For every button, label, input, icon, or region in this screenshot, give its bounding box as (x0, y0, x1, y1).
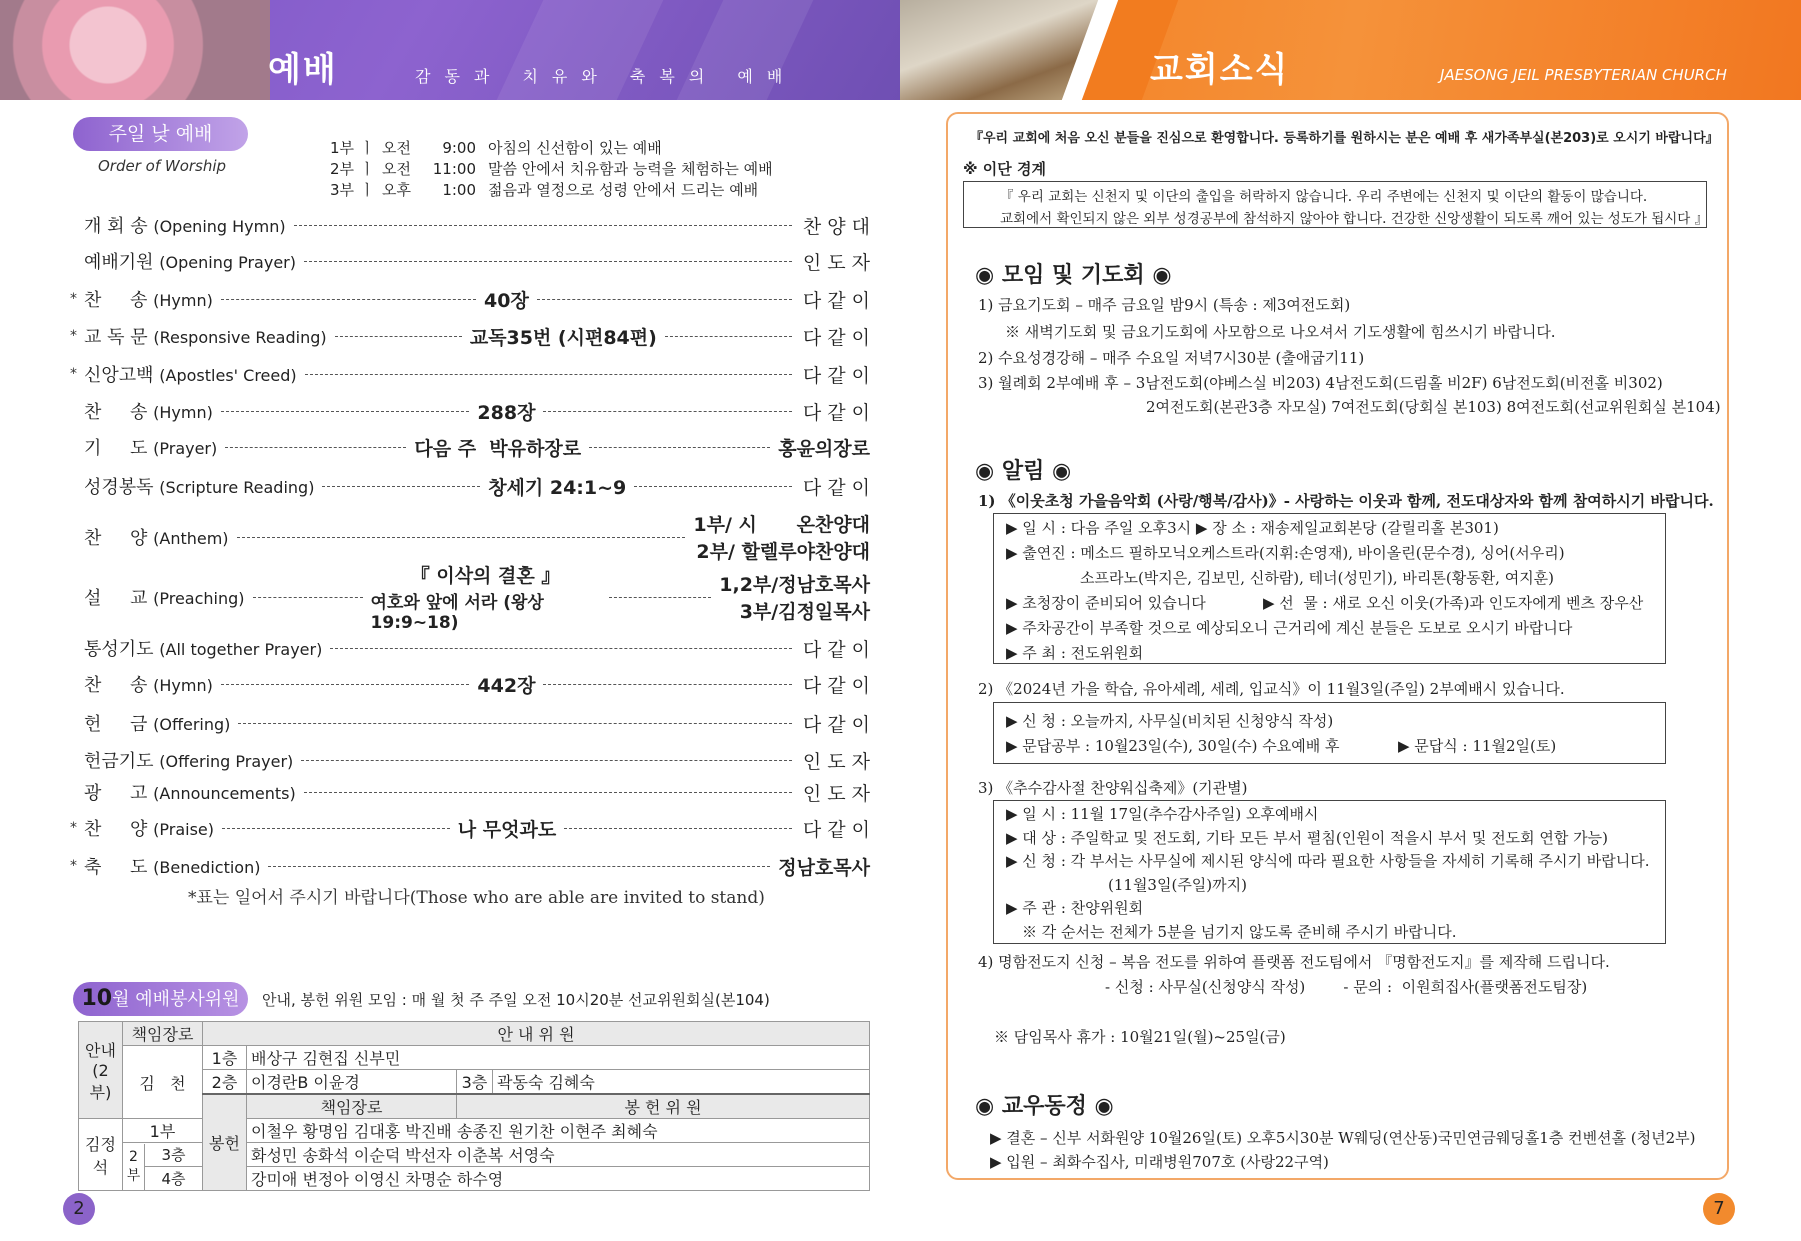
order-row-b-1: 통성기도 (All together Prayer) 다 같 이 (84, 638, 870, 661)
notice-2-line-1: ▶ 신 청 : 오늘까지, 사무실(비치된 신청양식 작성) (1006, 712, 1334, 730)
order-row-2: 예배기원 (Opening Prayer) 인 도 자 (84, 251, 870, 274)
guide-names-3: 곽동숙 김혜숙 (493, 1070, 870, 1095)
meeting-item-1: 1) 금요기도회 – 매주 금요일 밤9시 (특송 : 제3여전도회) (978, 296, 1351, 314)
order-row-b-7: * 축 도 (Benediction) 정남호목사 (70, 856, 870, 879)
notice-2-box (993, 702, 1666, 764)
notice-3-line-2: ▶ 대 상 : 주일학교 및 전도회, 기타 모든 부서 펼침(인원이 적을시 부서 및 전도회 연합 가능) (1006, 828, 1609, 847)
order-row-b-3: 헌 금 (Offering) 다 같 이 (84, 713, 870, 736)
guide-names-2: 이경란B 이윤경 (247, 1070, 457, 1095)
notice-1-line-5: ▶ 주차공간이 부족할 것으로 예상되오니 근거리에 계신 분들은 도보로 오시기 바랍니다 (1006, 619, 1573, 637)
notice-3-line-5: ▶ 주 관 : 찬양위원회 (1006, 899, 1144, 917)
notice-1-head: 1) 《이웃초청 가을음악회 (사랑/행복/감사)》- 사랑하는 이웃과 함께, 전도대상자와 함께 참여하시기 바랍니다. (978, 492, 1714, 510)
preacher-2: 3부/김정일목사 (739, 601, 870, 623)
sermon-scripture: 여호와 앞에 서라 (왕상19:9~18) (370, 593, 544, 633)
pastor-leave: ※ 담임목사 휴가 : 10월21일(월)~25일(금) (994, 1028, 1286, 1046)
heresy-box (963, 181, 1707, 228)
notice-3-line-4: (11월3일(주일)까지) (1108, 875, 1247, 894)
church-name-en: JAESONG JEIL PRESBYTERIAN CHURCH (1440, 66, 1727, 84)
notice-2-head: 2) 《2024년 가을 학습, 유아세례, 세례, 입교식》이 11월3일(주일) 2부예배시 있습니다. (978, 680, 1565, 698)
guide-floor-3: 3층 (457, 1070, 493, 1095)
page-number-right: 7 (1703, 1193, 1735, 1225)
preacher-1: 1,2부/정남호목사 (719, 574, 870, 596)
order-row-b-6: * 찬 양 (Praise) 나 무엇과도 다 같 이 (70, 818, 870, 841)
header-right (900, 0, 1801, 100)
order-row-6: 찬 송 (Hymn) 288장 다 같 이 (84, 401, 871, 424)
stand-note: *표는 일어서 주시기 바랍니다(Those who are able are invited to stand) (188, 888, 765, 908)
page-number-left: 2 (63, 1193, 95, 1225)
volunteer-pill: 10월 예배봉사위원 (73, 982, 248, 1016)
order-row-5: * 신앙고백 (Apostles' Creed) 다 같 이 (70, 364, 870, 387)
header-title-news: 교회소식 (1150, 50, 1290, 90)
guide-floor-1: 1층 (203, 1046, 247, 1070)
notice-3-line-6: ※ 각 순서는 전체가 5분을 넘기지 않도록 준비해 주시기 바랍니다. (1022, 922, 1457, 941)
order-row-1: 개 회 송 (Opening Hymn) 찬 양 대 (84, 215, 870, 238)
order-row-3: * 찬 송 (Hymn) 40장 다 같 이 (70, 289, 871, 312)
offer-part-2: 2부 3층 4층 (123, 1143, 203, 1191)
notice-3-box (993, 800, 1666, 944)
meeting-item-3b: 2여전도회(본관3층 자모실) 7여전도회(당회실 본103) 8여전도회(선교위원회실 본104) (1146, 398, 1721, 416)
notice-1-line-1: ▶ 일 시 : 다음 주일 오후3시 ▶ 장 소 : 재송제일교회본당 (갈릴리홀 본301) (1006, 519, 1499, 537)
notice-1-box (993, 513, 1666, 664)
header-elder: 책임장로 (123, 1022, 203, 1046)
guide-names-1: 배상구 김현집 신부민 (247, 1046, 870, 1070)
service-time-3: 3부 ㅣ 오후 1:00 젊음과 열정으로 성령 안에서 드리는 예배 (330, 181, 759, 199)
offer-names-1: 이철우 황명임 김대홍 박진배 송종진 원기찬 이현주 최혜숙 (247, 1119, 870, 1143)
notice-1-line-4: ▶ 초청장이 준비되어 있습니다 ▶ 선 물 : 새로 오신 이웃(가족)과 인도자에게 벤츠 장우산 (1006, 594, 1644, 612)
order-row-4: * 교 독 문 (Responsive Reading) 교독35번 (시편84편) 다 같 이 (70, 326, 870, 349)
flower-photo (0, 0, 270, 100)
notice-1-line-3: 소프라노(박지은, 김보민, 신하람), 테너(성민기), 바리톤(황동환, 여지훈) (1080, 569, 1555, 587)
order-row-b-4: 헌금기도 (Offering Prayer) 인 도 자 (84, 750, 870, 773)
member-news-2: ▶ 입원 – 최화수집사, 미래병원707호 (사랑22구역) (990, 1153, 1329, 1171)
guide-floor-2: 2층 (203, 1070, 247, 1095)
offer-label: 봉헌 (203, 1094, 247, 1191)
guide-label: 안내 (2부) (79, 1022, 123, 1119)
header-guide: 안 내 위 원 (203, 1022, 870, 1046)
offer-part-1: 1부 (123, 1119, 203, 1143)
notice-3-head: 3) 《추수감사절 찬양워십축제》(기관별) (978, 779, 1248, 797)
notice-4-sub: - 신청 : 사무실(신청양식 작성) - 문의 : 이원희집사(플랫폼전도팀장) (1105, 978, 1588, 996)
header-offer: 봉 헌 위 원 (457, 1094, 870, 1119)
meeting-item-3: 3) 월례회 2부예배 후 – 3남전도회(야베스실 비203) 4남전도회(드림홀 비2F) 6남전도회(비전홀 비302) (978, 374, 1663, 392)
service-time-1: 1부 ㅣ 오전 9:00 아침의 신선함이 있는 예배 (330, 139, 662, 157)
heresy-title: ※ 이단 경계 (963, 160, 1046, 178)
offer-names-2b: 강미애 변정아 이영신 차명순 하수영 (247, 1167, 870, 1191)
section-members-title: ◉ 교우동정 ◉ (975, 1094, 1114, 1119)
offer-elder: 김정석 (79, 1119, 123, 1191)
section-notices-title: ◉ 알림 ◉ (975, 459, 1072, 484)
notice-4-head: 4) 명함전도지 신청 – 복음 전도를 위하여 플랫폼 전도팀에서 『명함전도지』를 제작해 드립니다. (978, 953, 1610, 971)
order-row-b-2: 찬 송 (Hymn) 442장 다 같 이 (84, 674, 871, 697)
notice-1-line-2: ▶ 출연진 : 메소드 필하모닉오케스트라(지휘:손영재), 바이올린(문수경), 싱어(서우리) (1006, 544, 1565, 562)
header-subtitle: 감동과 치유와 축복의 예배 (415, 67, 797, 86)
notice-2-line-2: ▶ 문답공부 : 10월23일(수), 30일(수) 수요예배 후 ▶ 문답식 : 11월2일(토) (1006, 737, 1557, 755)
order-row-anthem: 찬 양 (Anthem) 1부/ 시 온찬양대 2부/ 할렐루야찬양대 (70, 512, 870, 562)
notice-3-line-1: ▶ 일 시 : 11월 17일(추수감사주일) 오후예배시 (1006, 805, 1319, 823)
order-row-b-5: 광 고 (Announcements) 인 도 자 (84, 782, 870, 805)
welcome-message: 『우리 교회에 처음 오신 분들을 진심으로 환영합니다. 등록하기를 원하시는 분은 예배 후 새가족부실(본203)로 오시기 바랍니다』 (970, 131, 1719, 146)
sermon-title: 『 이삭의 결혼 』 (410, 565, 561, 587)
order-of-worship-label: Order of Worship (98, 157, 227, 175)
header-title-worship: 예배 (268, 50, 338, 90)
notice-1-line-6: ▶ 주 최 : 전도위원회 (1006, 644, 1144, 662)
order-row-preaching: 설 교 (Preaching) 『 이삭의 결혼 』 여호와 앞에 서라 (왕상19:9~18) 1,2부/정남호목사 3부/김정일목사 (70, 568, 870, 626)
volunteer-table (78, 1021, 870, 1191)
section-meetings-title: ◉ 모임 및 기도회 ◉ (975, 263, 1172, 288)
notice-3-line-3: ▶ 신 청 : 각 부서는 사무실에 제시된 양식에 따라 필요한 사항들을 자세히 기록해 주시기 바랍니다. (1006, 852, 1650, 870)
meeting-item-note: ※ 새벽기도회 및 금요기도회에 사모함으로 나오셔서 기도생활에 힘쓰시기 바랍니다. (1005, 323, 1556, 341)
heresy-line-1: 『 우리 교회는 신천지 및 이단의 출입을 허락하지 않습니다. 우리 주변에는 신천지 및 이단의 활동이 많습니다. (1000, 189, 1648, 205)
worship-pill: 주일 낮 예배 (73, 117, 248, 151)
volunteer-meeting-note: 안내, 봉헌 위원 모임 : 매 월 첫 주 주일 오전 10시20분 선교위원회실(본104) (262, 991, 770, 1009)
heresy-line-2: 교회에서 확인되지 않은 외부 성경공부에 참석하지 않아야 합니다. 건강한 신앙생활이 되도록 깨어 있는 성도가 됩시다 』 (1000, 211, 1709, 227)
meeting-item-2: 2) 수요성경강해 – 매주 수요일 저녁7시30분 (출애굽기11) (978, 349, 1365, 367)
anthem-choir-2: 2부/ 할렐루야찬양대 (696, 541, 870, 563)
offer-names-2a: 화성민 송화석 이순덕 박선자 이춘복 서영숙 (247, 1143, 870, 1167)
anthem-choir-1: 1부/ 시 온찬양대 (693, 514, 870, 536)
member-news-1: ▶ 결혼 – 신부 서화원양 10월26일(토) 오후5시30분 W웨딩(연산동)국민연금웨딩홀1층 컨벤션홀 (청년2부) (990, 1129, 1696, 1147)
guide-elder: 김 천 (123, 1046, 203, 1119)
order-row-8: 성경봉독 (Scripture Reading) 창세기 24:1~9 다 같 이 (84, 476, 871, 499)
order-row-7: 기 도 (Prayer) 다음 주 박유하장로 홍윤의장로 (84, 437, 870, 460)
header-elder-2: 책임장로 (247, 1094, 457, 1119)
service-time-2: 2부 ㅣ 오전 11:00 말씀 안에서 치유함과 능력을 체험하는 예배 (330, 160, 773, 178)
